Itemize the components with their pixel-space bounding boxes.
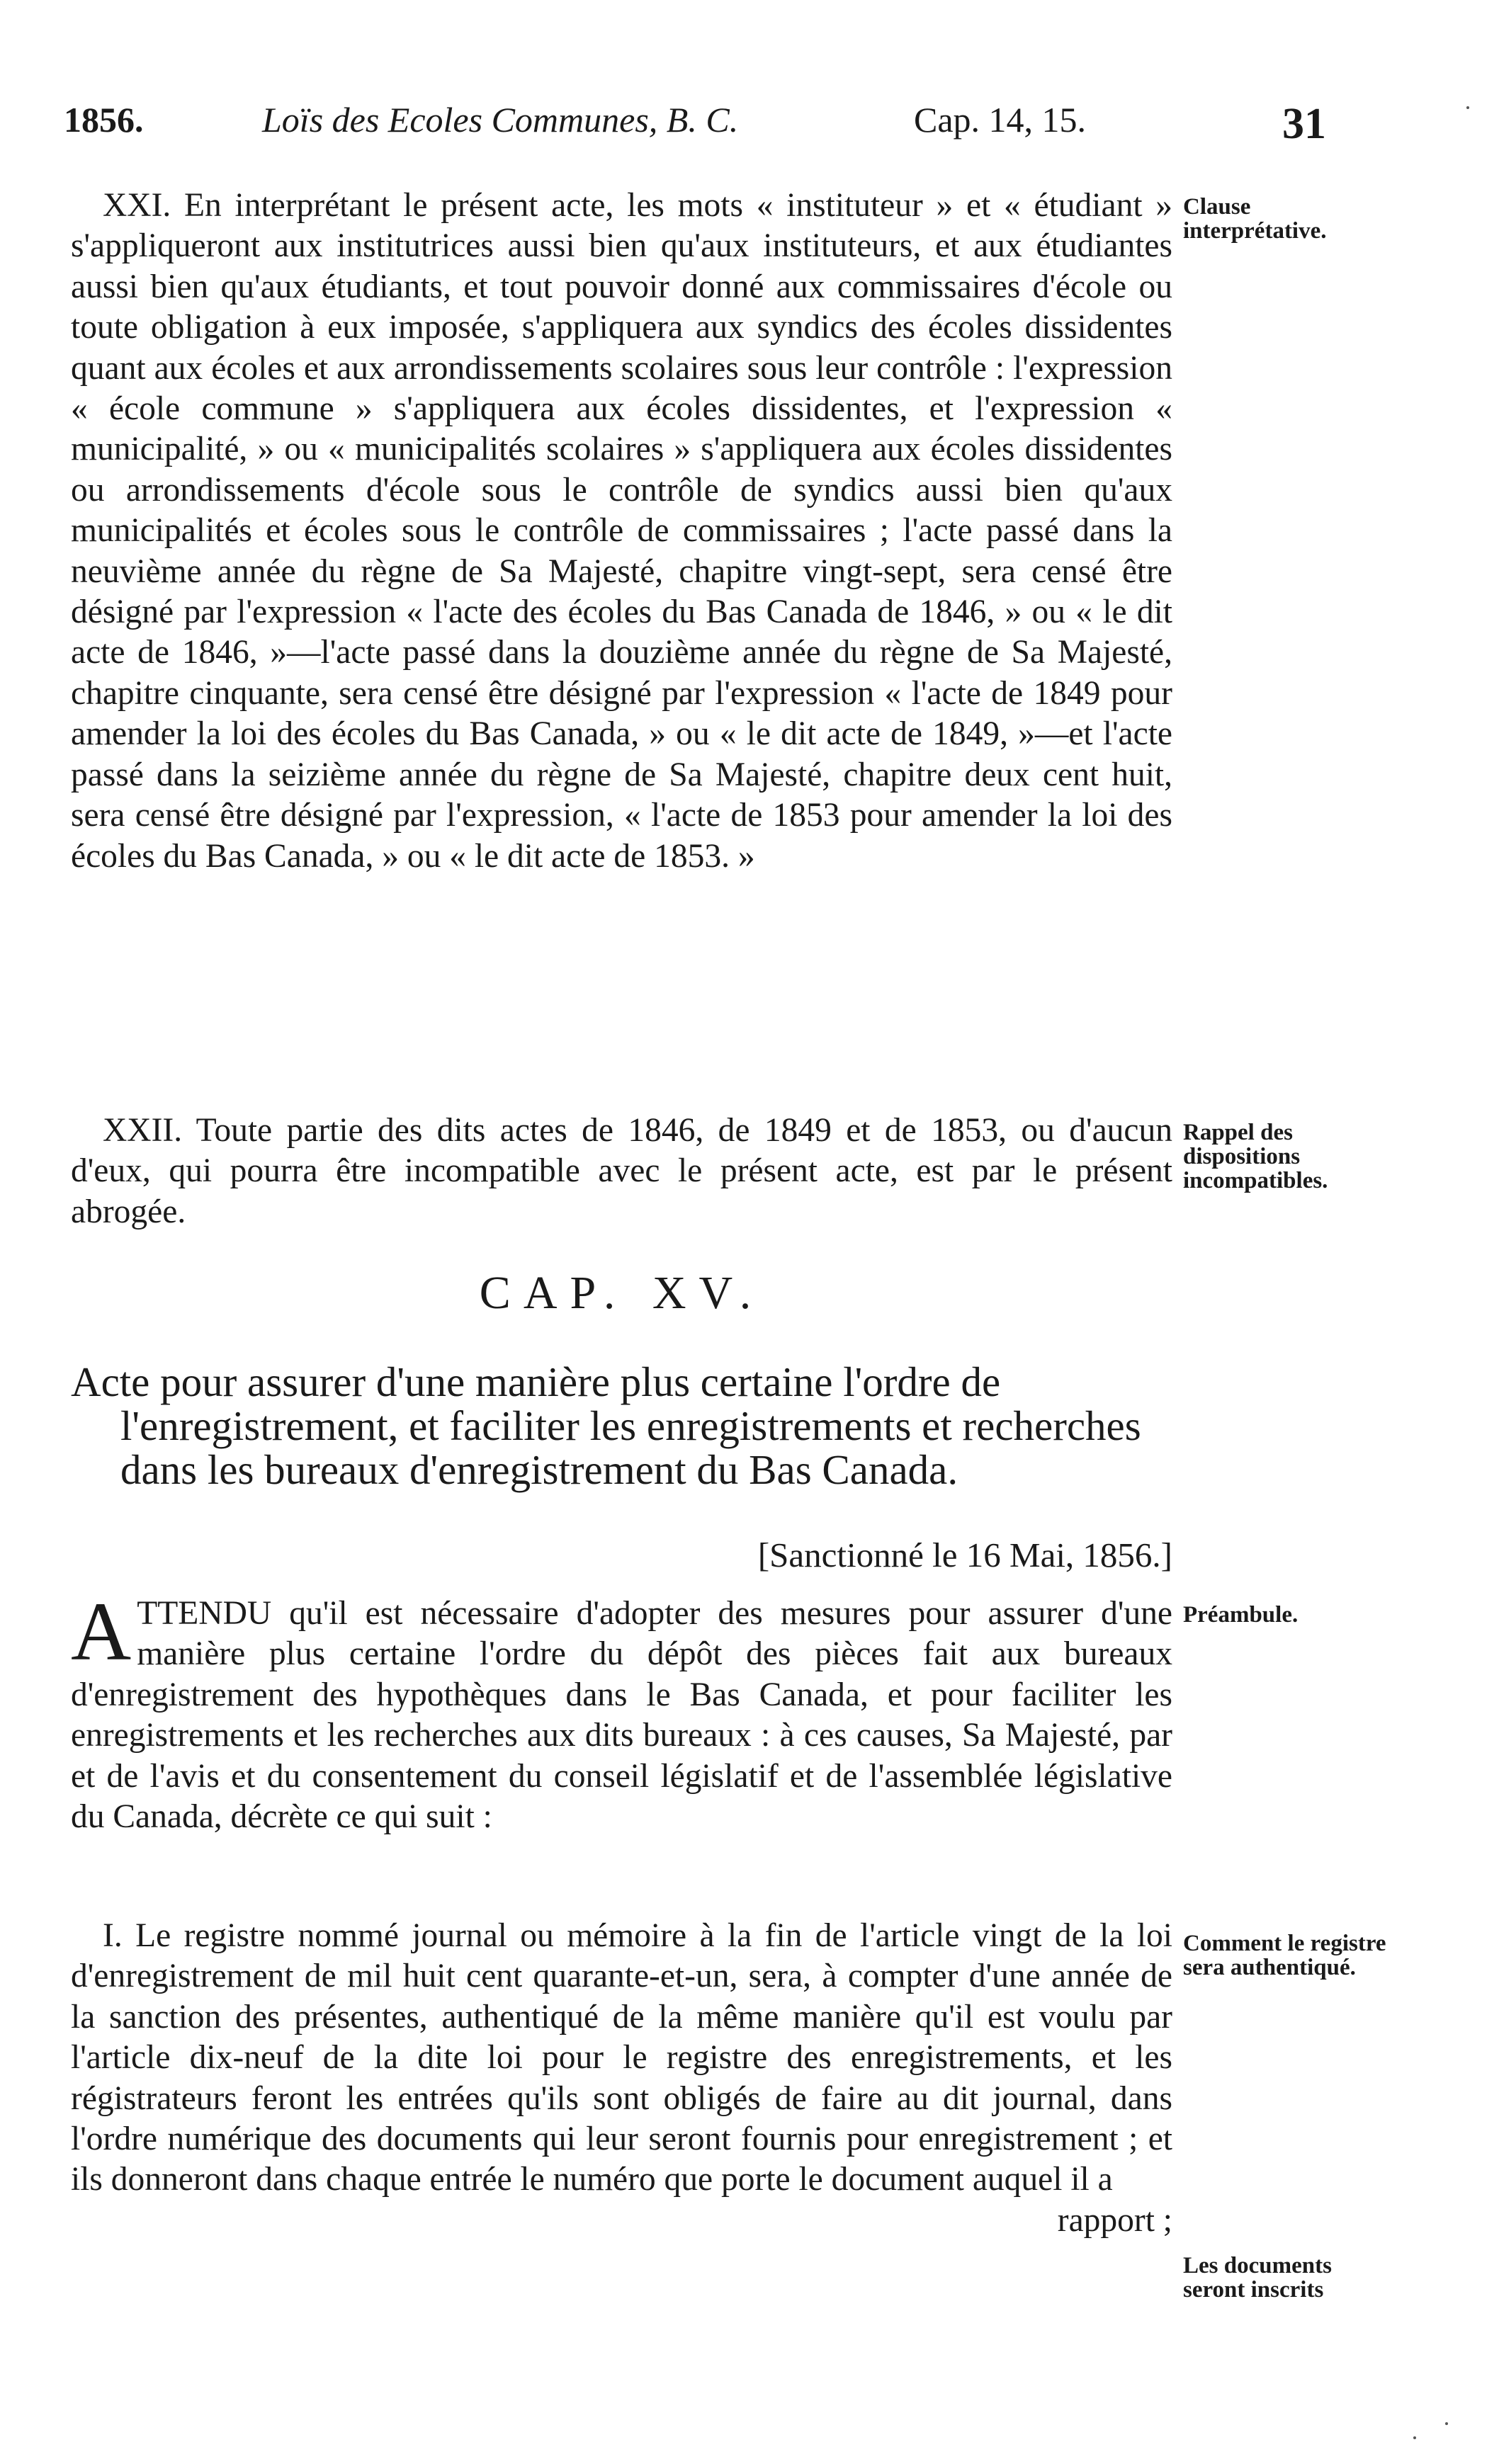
margin-note-authentication: Comment le registre sera authentiqué. [1183, 1931, 1386, 1980]
margin-note-preamble: Préambule. [1183, 1602, 1299, 1628]
drop-cap-initial: A [71, 1585, 132, 1678]
margin-note-documents: Les documents seront inscrits [1183, 2253, 1332, 2303]
margin-note-repeal: Rappel des dispositions incompatibles. [1183, 1120, 1328, 1193]
header-title: Loïs des Ecoles Communes, B. C. [262, 100, 739, 140]
preamble-text: TTENDU qu'il est nécessaire d'adopter des mesures pour assurer d'une manière plus certaine l'ordre du dépôt des pièces fait aux bureaux d'enregistrement des hypothèques dans le Bas Canada, et pour faciliter les enregistrements et les recherches aux dits bureaux : à ces causes, Sa Majesté, par et de l'avis et du consentement du conseil législatif et de l'assemblée législative du Canada, décrète ce qui suit : [71, 1595, 1172, 1836]
margin-note-clause: Clause interprétative. [1183, 194, 1327, 244]
preamble [71, 1585, 1172, 1837]
header-chapter: Cap. 14, 15. [914, 100, 1087, 140]
header-year: 1856. [64, 100, 144, 140]
running-header [64, 99, 1381, 156]
section-21-text: XXI. En interprétant le présent acte, les mots « instituteur » et « étudiant » s'appliqueront aux institutrices aussi bien qu'aux instituteurs, et aux étudiantes aussi bien qu'aux étudiants, et tout pouvoir donné aux commissaires d'école ou toute obligation à eux imposée, s'appliquera aux syndics des écoles dissidentes quant aux écoles et aux arrondissements scolaires sous leur contrôle : l'expression « école commune » s'appliquera aux écoles dissidentes, et l'expression « municipalité, » ou « municipalités scolaires » s'appliquera aux écoles dissidentes ou arrondissements d'école sous le contrôle de syndics aussi bien qu'aux municipalités et écoles sous le contrôle de commissaires ; l'acte passé dans la neuvième année du règne de Sa Majesté, chapitre vingt-sept, sera censé être désigné par l'expression « l'acte des écoles du Bas Canada de 1846, » ou « le dit acte de 1846, »—l'acte passé dans la douzième année du règne de Sa Majesté, chapitre cinquante, sera censé être désigné par l'expression « l'acte de 1849 pour amender la loi des écoles du Bas Canada, » ou « le dit acte de 1849, »—et l'acte passé dans la seizième année du règne de Sa Majesté, chapitre deux cent huit, sera censé être désigné par l'expression, « l'acte de 1853 pour amender la loi des écoles du Bas Canada, » ou « le dit acte de 1853. » [71, 187, 1172, 875]
section-1 [71, 1916, 1172, 2241]
sanction-date: [Sanctionné le 16 Mai, 1856.] [757, 1535, 1172, 1574]
paper-speck [1445, 2422, 1448, 2425]
paper-speck [1413, 2436, 1416, 2439]
act-title-text: Acte pour assurer d'une manière plus certaine l'ordre de l'enregistrement, et faciliter les enregistrements et recherches dans les bureaux d'enregistrement du Bas Canada. [71, 1358, 1141, 1493]
page-number: 31 [1282, 100, 1326, 148]
act-title [71, 1360, 1172, 1492]
section-1-last-line: rapport ; [1057, 2201, 1172, 2239]
section-21 [71, 186, 1172, 877]
paper-speck [1466, 106, 1469, 109]
chapter-heading: CAP. XV. [479, 1267, 764, 1319]
section-1-text: I. Le registre nommé journal ou mémoire à la fin de l'article vingt de la loi d'enregistrement de mil huit cent quarante-et-un, sera, à compter d'une année de la sanction des présentes, authentiqué de la même manière qu'il est voulu par l'article dix-neuf de la dite loi pour le registre des enregistrements, et les régistrateurs feront les entrées qu'ils sont obligés de faire au dit journal, dans l'ordre numérique des documents qui leur seront fournis pour enregistrement ; et ils donneront dans chaque entrée le numéro que porte le document auquel il a [71, 1917, 1172, 2198]
section-22 [71, 1111, 1172, 1232]
section-22-text: XXII. Toute partie des dits actes de 1846, de 1849 et de 1853, ou d'aucun d'eux, qui pourra être incompatible avec le présent acte, est par le présent abrogée. [71, 1112, 1172, 1230]
